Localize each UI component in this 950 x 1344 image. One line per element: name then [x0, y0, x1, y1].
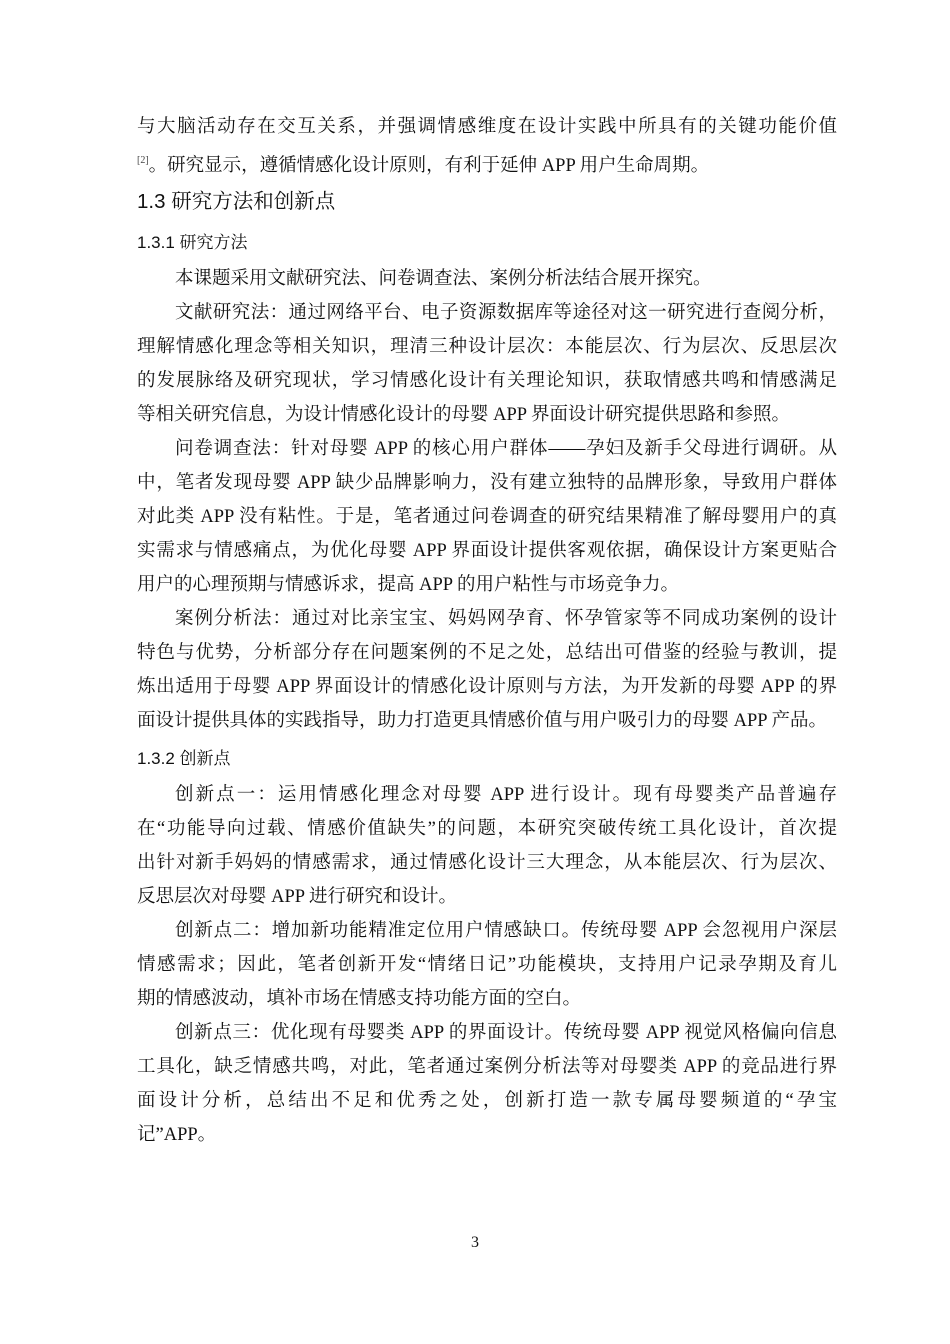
citation-superscript: [2] [137, 155, 149, 166]
paragraph-line: 在“功能导向过载、情感价值缺失”的问题，本研究突破传统工具化设计，首次提 [137, 819, 837, 839]
paragraph-line: 的发展脉络及研究现状，学习情感化设计有关理论知识，获取情感共鸣和情感满足 [137, 371, 837, 391]
research-methods-body [137, 262, 837, 738]
paragraph-line: 等相关研究信息，为设计情感化设计的母婴 APP 界面设计研究提供思路和参照。 [137, 405, 791, 425]
section-heading: 1.3 研究方法和创新点 [137, 190, 336, 213]
paragraph-line: 创新点三：优化现有母婴类 APP 的界面设计。传统母婴 APP 视觉风格偏向信息 [175, 1023, 837, 1043]
paragraph-line: 出针对新手妈妈的情感需求，通过情感化设计三大理念，从本能层次、行为层次、 [137, 853, 837, 873]
paragraph-line: 文献研究法：通过网络平台、电子资源数据库等途径对这一研究进行查阅分析， [175, 303, 837, 323]
paragraph-line: 中，笔者发现母婴 APP 缺少品牌影响力，没有建立独特的品牌形象，导致用户群体 [137, 473, 837, 493]
page-number: 3 [471, 1234, 479, 1251]
paragraph-line: 案例分析法：通过对比亲宝宝、妈妈网孕育、怀孕管家等不同成功案例的设计 [175, 609, 837, 629]
paragraph-line: 创新点二：增加新功能精准定位用户情感缺口。传统母婴 APP 会忽视用户深层 [175, 921, 837, 941]
paragraph-line: 工具化，缺乏情感共鸣，对此，笔者通过案例分析法等对母婴类 APP 的竞品进行界 [137, 1057, 837, 1077]
body-text-line [137, 144, 837, 178]
paragraph-line: 面设计分析，总结出不足和优秀之处，创新打造一款专属母婴频道的“孕宝 [137, 1091, 837, 1111]
paragraph-line: 用户的心理预期与情感诉求，提高 APP 的用户粘性与市场竞争力。 [137, 575, 680, 595]
paragraph-line: 炼出适用于母婴 APP 界面设计的情感化设计原则与方法，为开发新的母婴 APP 的界 [137, 677, 837, 697]
paragraph-line: 本课题采用文献研究法、问卷调查法、案例分析法结合展开探究。 [175, 269, 712, 289]
paragraph-line: 理解情感化理念等相关知识，理清三种设计层次：本能层次、行为层次、反思层次 [137, 337, 837, 357]
body-text-line: 与大脑活动存在交互关系，并强调情感维度在设计实践中所具有的关键功能价值 [137, 117, 837, 137]
paragraph-line: 创新点一：运用情感化理念对母婴 APP 进行设计。现有母婴类产品普遍存 [175, 785, 837, 805]
paragraph-line: 面设计提供具体的实践指导，助力打造更具情感价值与用户吸引力的母婴 APP 产品。 [137, 711, 828, 731]
innovation-points-body [137, 778, 837, 1152]
paragraph-line: 问卷调查法：针对母婴 APP 的核心用户群体——孕妇及新手父母进行调研。从 [175, 439, 837, 459]
body-text: 。研究显示，遵循情感化设计原则，有利于延伸 APP 用户生命周期。 [148, 156, 710, 176]
paragraph-line: 记”APP。 [137, 1125, 217, 1145]
paragraph-line: 期的情感波动，填补市场在情感支持功能方面的空白。 [137, 989, 582, 1009]
paragraph-line: 实需求与情感痛点，为优化母婴 APP 界面设计提供客观依据，确保设计方案更贴合 [137, 541, 837, 561]
paragraph-line: 对此类 APP 没有粘性。于是，笔者通过问卷调查的研究结果精准了解母婴用户的真 [137, 507, 837, 527]
subsection-heading: 1.3.1 研究方法 [137, 233, 248, 252]
document-page [137, 110, 837, 1152]
paragraph-line: 特色与优势，分析部分存在问题案例的不足之处，总结出可借鉴的经验与教训，提 [137, 643, 837, 663]
paragraph-line: 反思层次对母婴 APP 进行研究和设计。 [137, 887, 458, 907]
paragraph-line: 情感需求；因此，笔者创新开发“情绪日记”功能模块，支持用户记录孕期及育儿 [137, 955, 837, 975]
subsection-heading: 1.3.2 创新点 [137, 749, 231, 768]
